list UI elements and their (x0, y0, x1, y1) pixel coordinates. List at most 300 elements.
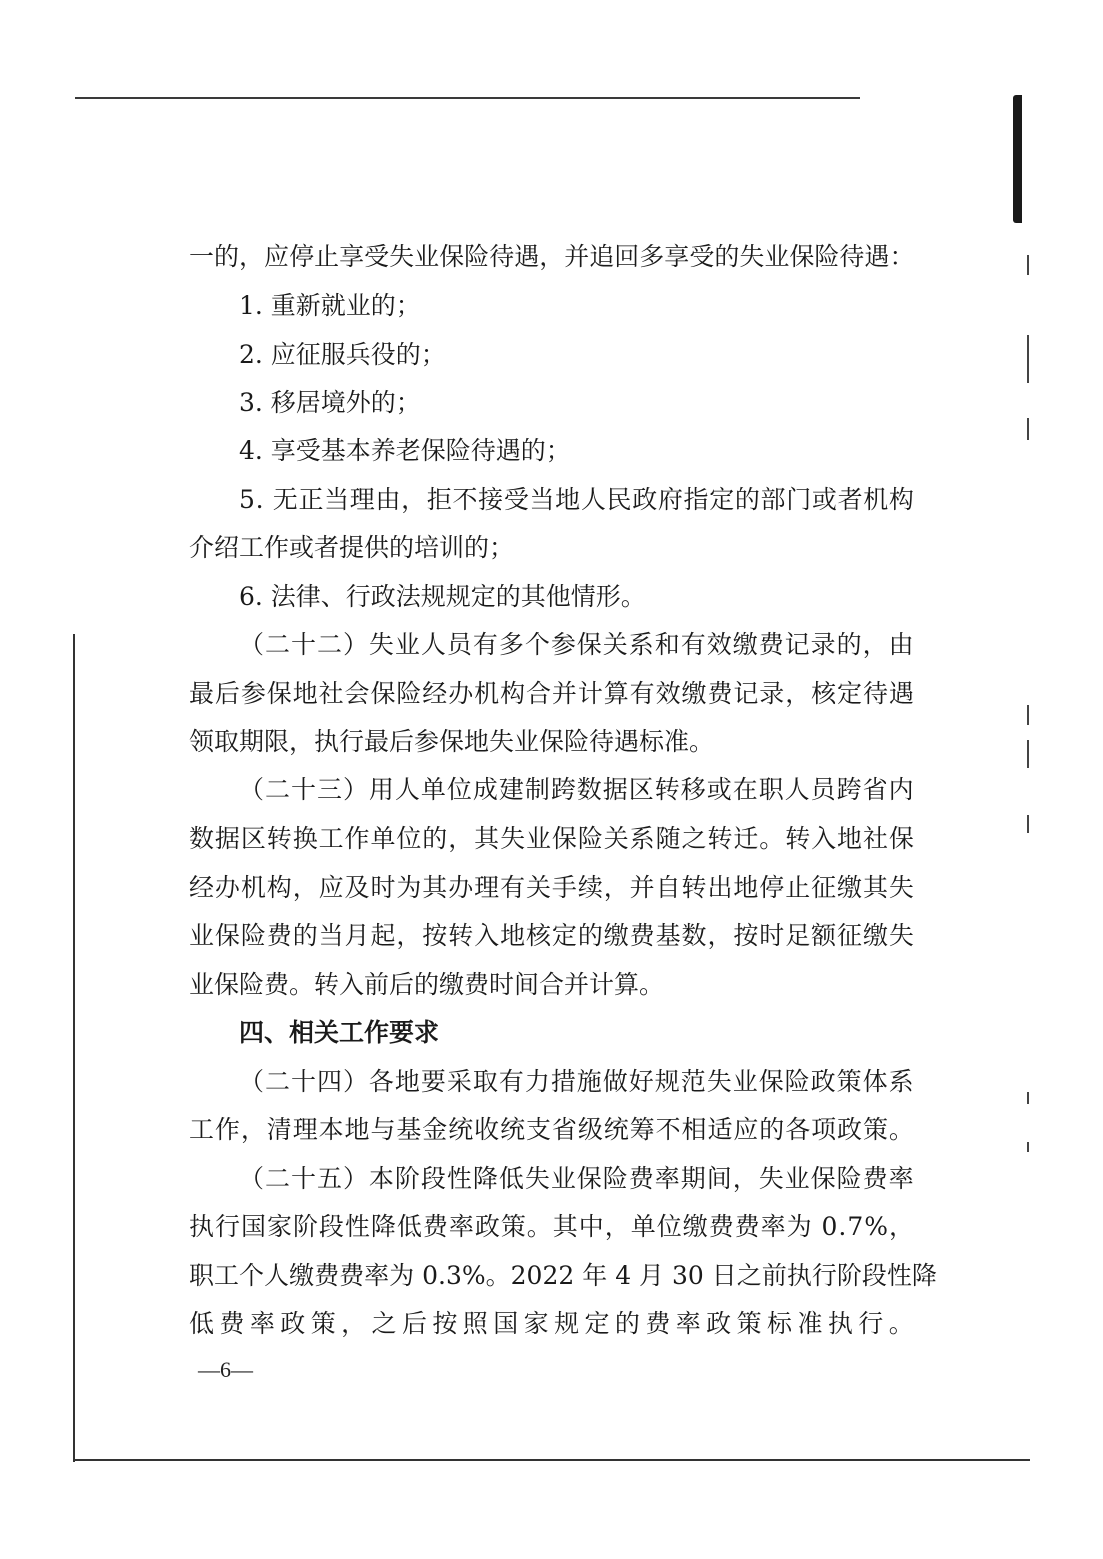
text-char: 算 (603, 679, 629, 708)
text-char: 范 (680, 1067, 706, 1096)
text-char: 二 (264, 775, 290, 804)
text-char: 转 (707, 824, 733, 853)
text-char: 3 (672, 1261, 688, 1290)
text-char: 有 (680, 630, 706, 659)
scan-edge-mark (1027, 705, 1029, 725)
text-char: . (438, 1261, 446, 1290)
text-char: 采 (446, 1067, 472, 1096)
text-char: 地 (837, 824, 863, 853)
text-char: 费 (758, 630, 784, 659)
text-char: 随 (655, 824, 681, 853)
text-char: 日 (711, 1261, 737, 1290)
text-char: 低 (189, 1309, 215, 1338)
text-char: 取 (472, 1067, 498, 1096)
text-char: 位 (446, 775, 472, 804)
text-char: 支 (525, 1115, 551, 1144)
text-char: 率 (448, 1212, 474, 1241)
text-char: 级 (577, 1115, 603, 1144)
text-char: 者 (837, 485, 863, 514)
text-char: 止 (785, 873, 811, 902)
text-char: 政 (632, 485, 658, 514)
text-char: 人 (580, 485, 606, 514)
text-char: 停 (289, 242, 315, 271)
text-char: 时 (759, 921, 785, 950)
text-char: 单 (420, 775, 446, 804)
text-char: 遇 (864, 242, 890, 271)
text-char: 好 (628, 1067, 654, 1096)
text-char: 执 (786, 1261, 812, 1290)
text-char: 失 (739, 242, 765, 271)
text-char: 地 (344, 1115, 370, 1144)
text-char: 项 (811, 1115, 837, 1144)
text-char: 保 (576, 630, 602, 659)
text-char: ） (342, 775, 368, 804)
scan-edge-mark (1027, 1142, 1029, 1152)
text-char: 缴 (732, 630, 758, 659)
text-char: 失 (389, 242, 415, 271)
text-line: 1. 重新就业的； (239, 291, 421, 320)
text-char: （ (239, 775, 265, 804)
text-char: 。 (759, 824, 785, 853)
text-char (264, 484, 272, 516)
text-char: 月 (344, 921, 370, 950)
scan-edge-mark (1027, 740, 1029, 768)
scan-edge-mark (1027, 1092, 1029, 1104)
text-char: 二 (264, 1164, 290, 1193)
text-char: 关 (603, 824, 629, 853)
text-char: 受 (503, 485, 529, 514)
text-char: ， (239, 242, 265, 271)
text-line (189, 920, 914, 952)
text-char: 应 (318, 873, 344, 902)
text-char: ， (603, 873, 629, 902)
text-char: ， (341, 1309, 367, 1338)
text-char: 要 (420, 1067, 446, 1096)
text-char: 本 (318, 1115, 344, 1144)
text-char: 二 (264, 630, 290, 659)
text-char: 其 (552, 1212, 578, 1241)
text-char: 制 (524, 775, 550, 804)
text-char: 7 (847, 1212, 864, 1241)
text-char: 理 (292, 1115, 318, 1144)
text-char: 数 (189, 824, 215, 853)
text-char: 迁 (733, 824, 759, 853)
text-char: 缴 (289, 1261, 315, 1290)
scan-edge-mark (1027, 255, 1029, 275)
text-char: 统 (448, 1115, 474, 1144)
text-char: 性 (886, 1261, 912, 1290)
text-char: 施 (576, 1067, 602, 1096)
text-char: 人 (264, 1261, 290, 1290)
text-char: 业 (394, 630, 420, 659)
text-char: 一 (189, 242, 215, 271)
text-char: 出 (707, 873, 733, 902)
text-char: 有 (500, 873, 526, 902)
text-char: 不 (452, 485, 478, 514)
text-char: 行 (811, 1261, 837, 1290)
text-char: 费 (219, 1309, 245, 1338)
text-char: 保 (758, 1067, 784, 1096)
text-line (239, 774, 914, 806)
text-char: % (864, 1212, 888, 1241)
text-char: 费 (266, 921, 292, 950)
text-char: 合 (525, 679, 551, 708)
text-char: 享 (339, 242, 365, 271)
text-char: 构 (888, 485, 914, 514)
text-line: 6. 法律、行政法规规定的其他情形。 (239, 582, 646, 611)
text-char: 为 (396, 873, 422, 902)
text-char: 统 (500, 1115, 526, 1144)
text-line (189, 1260, 937, 1292)
text-char: 或 (706, 775, 732, 804)
text-char: 转 (448, 921, 474, 950)
text-line (239, 629, 914, 661)
text-char: 险 (464, 242, 490, 271)
text-char: 照 (462, 1309, 488, 1338)
text-char: ， (292, 873, 318, 902)
text-char: 四 (316, 1067, 342, 1096)
text-char: 行 (214, 1212, 240, 1241)
text-char: 省 (551, 1115, 577, 1144)
text-char: 和 (654, 630, 680, 659)
text-line (239, 484, 914, 516)
text-char: 险 (577, 824, 603, 853)
text-char: 参 (240, 679, 266, 708)
text-char: 关 (525, 873, 551, 902)
text-char: 缴 (837, 873, 863, 902)
text-char: 最 (189, 679, 215, 708)
text-char: 按 (733, 921, 759, 950)
text-char: 录 (810, 630, 836, 659)
text-char: 费 (862, 1164, 888, 1193)
text-char: 险 (784, 1067, 810, 1096)
text-char (813, 1211, 821, 1243)
text-char: 机 (474, 679, 500, 708)
text-char: 办 (214, 873, 240, 902)
text-char: 各 (785, 1115, 811, 1144)
text-char: 定 (709, 485, 735, 514)
text-char: 按 (432, 1309, 458, 1338)
text-char: 不 (655, 1115, 681, 1144)
text-char: 员 (446, 630, 472, 659)
text-char: 2 (542, 1261, 559, 1290)
section-heading: 四、相关工作要求 (239, 1018, 440, 1047)
text-char: 遇 (514, 242, 540, 271)
text-char: ） (342, 1067, 368, 1096)
text-char: 人 (420, 630, 446, 659)
text-char: 及 (344, 873, 370, 902)
text-char: 十 (290, 775, 316, 804)
text-char: 0 (526, 1261, 543, 1290)
text-char: 追 (589, 242, 615, 271)
text-char: ， (785, 679, 811, 708)
text-char: 门 (786, 485, 812, 514)
text-char: 业 (784, 1164, 810, 1193)
text-char: 应 (733, 1115, 759, 1144)
text-char: 个 (239, 1261, 265, 1290)
text-char: 缴 (862, 921, 888, 950)
text-char: 金 (422, 1115, 448, 1144)
text-char: ， (539, 242, 565, 271)
text-char: 保 (266, 679, 292, 708)
text-char: 按 (422, 921, 448, 950)
text-char: 后 (401, 1309, 427, 1338)
text-char: 核 (811, 679, 837, 708)
text-char: 费 (708, 1212, 734, 1241)
text-char: 政 (837, 1115, 863, 1144)
text-char: 缴 (603, 921, 629, 950)
text-char: 单 (630, 1212, 656, 1241)
text-char: 职 (758, 775, 784, 804)
text-char: 费 (645, 1309, 671, 1338)
text-char: 险 (814, 242, 840, 271)
text-char: 低 (396, 1212, 422, 1241)
text-char: 多 (498, 630, 524, 659)
text-char: 数 (681, 921, 707, 950)
text-char: 社 (318, 679, 344, 708)
text-char: 职 (189, 1261, 215, 1290)
text-char: 0 (422, 1261, 438, 1290)
text-char: 月 (639, 1261, 665, 1290)
text-char: 段 (318, 1212, 344, 1241)
text-char: 适 (707, 1115, 733, 1144)
text-char: 计 (577, 679, 603, 708)
bottom-rule (73, 1459, 1030, 1461)
text-char: 策 (500, 1212, 526, 1241)
text-char: 政 (474, 1212, 500, 1241)
text-char: 或 (811, 485, 837, 514)
text-char: 内 (888, 775, 914, 804)
text-char: 停 (759, 873, 785, 902)
text-char: ， (862, 630, 888, 659)
text-char: 后 (214, 679, 240, 708)
text-char: 险 (836, 1164, 862, 1193)
text-char: 用 (368, 775, 394, 804)
text-char: 保 (551, 824, 577, 853)
text-char: 的 (759, 1115, 785, 1144)
text-char: . (838, 1212, 847, 1241)
text-char: 失 (524, 1164, 550, 1193)
text-char: 保 (576, 1164, 602, 1193)
text-char: 地 (733, 873, 759, 902)
text-char: 额 (811, 921, 837, 950)
text-char: 工 (214, 1261, 240, 1290)
text-line: 2. 应征服兵役的； (239, 340, 446, 369)
text-char (631, 1260, 639, 1292)
text-char: 率 (654, 1164, 680, 1193)
text-char: 0 (821, 1212, 838, 1241)
text-char: 部 (760, 485, 786, 514)
text-char: 之 (736, 1261, 762, 1290)
text-char: 保 (370, 679, 396, 708)
text-char: 率 (364, 1261, 390, 1290)
text-char: 五 (316, 1164, 342, 1193)
text-char: 足 (785, 921, 811, 950)
text-char: 起 (370, 921, 396, 950)
text-char: 构 (266, 873, 292, 902)
text-char: 失 (888, 873, 914, 902)
text-char: 定 (551, 921, 577, 950)
text-char: 手 (551, 873, 577, 902)
text-char: 策 (862, 1115, 888, 1144)
text-char: 跨 (836, 775, 862, 804)
text-char: 应 (264, 242, 290, 271)
text-char: 转 (681, 873, 707, 902)
text-char: 系 (888, 1067, 914, 1096)
text-char: 收 (474, 1115, 500, 1144)
text-char: 机 (240, 873, 266, 902)
text-char: 十 (290, 630, 316, 659)
text-char: 阶 (292, 1212, 318, 1241)
text-char: 性 (446, 1164, 472, 1193)
text-char: 地 (292, 679, 318, 708)
text-char: 关 (602, 630, 628, 659)
text-char: 机 (863, 485, 889, 514)
text-char: 效 (706, 630, 732, 659)
text-char: ， (240, 1115, 266, 1144)
text-char: 。 (888, 1309, 914, 1338)
text-char: 区 (240, 824, 266, 853)
text-char: 阶 (394, 1164, 420, 1193)
text-char: 人 (784, 775, 810, 804)
text-char: 阶 (836, 1261, 862, 1290)
text-char: 3 (445, 1261, 462, 1290)
text-char: 保 (888, 824, 914, 853)
text-char: 成 (472, 775, 498, 804)
text-char: 办 (448, 679, 474, 708)
text-char: 失 (888, 921, 914, 950)
text-char: 数 (576, 775, 602, 804)
text-char: 参 (550, 630, 576, 659)
text-line: 4. 享受基本养老保险待遇的； (239, 436, 571, 465)
text-char: 的 (577, 921, 603, 950)
text-char: 策 (736, 1309, 762, 1338)
text-char: 间 (706, 1164, 732, 1193)
text-char: 失 (500, 824, 526, 853)
text-char: 率 (760, 1212, 786, 1241)
text-char: 转 (266, 824, 292, 853)
text-char: 待 (862, 679, 888, 708)
text-char: 理 (349, 485, 375, 514)
text-char: 险 (240, 921, 266, 950)
text-char: 并 (629, 873, 655, 902)
text-char: 社 (862, 824, 888, 853)
text-char: 各 (368, 1067, 394, 1096)
text-char: 区 (628, 775, 654, 804)
text-char: 记 (733, 679, 759, 708)
text-char: 接 (478, 485, 504, 514)
text-char: 的 (714, 242, 740, 271)
text-char: 作 (214, 1115, 240, 1144)
text-char: 失 (706, 1067, 732, 1096)
text-char: 地 (555, 485, 581, 514)
text-char: 国 (493, 1309, 519, 1338)
text-char: 段 (420, 1164, 446, 1193)
text-char: 保 (214, 921, 240, 950)
text-char: 自 (655, 873, 681, 902)
text-char (704, 1260, 712, 1292)
text-char: （ (239, 630, 265, 659)
text-char: 由 (888, 630, 914, 659)
text-char: 业 (550, 1164, 576, 1193)
text-char: 续 (577, 873, 603, 902)
text-char: 期 (680, 1164, 706, 1193)
text-char: 经 (189, 873, 215, 902)
text-char: 规 (554, 1309, 580, 1338)
text-char: 入 (474, 921, 500, 950)
text-char: 。 (485, 1261, 511, 1290)
text-line (189, 823, 914, 855)
scan-edge-mark (1013, 95, 1022, 223)
text-char: 民 (606, 485, 632, 514)
text-char: 移 (680, 775, 706, 804)
text-char: 二 (264, 1067, 290, 1096)
text-char: 十 (290, 1164, 316, 1193)
text-char: 业 (189, 921, 215, 950)
text-char: 地 (500, 921, 526, 950)
text-char: 保 (810, 1164, 836, 1193)
text-char: （ (239, 1164, 265, 1193)
text-char: 受 (689, 242, 715, 271)
text-char: . (255, 485, 264, 514)
text-char: 行 (858, 1309, 884, 1338)
text-char: 转 (785, 824, 811, 853)
text-char: 遇 (888, 679, 914, 708)
text-char: 征 (837, 921, 863, 950)
text-char: 止 (314, 242, 340, 271)
text-char: 办 (448, 873, 474, 902)
text-char: 为 (389, 1261, 415, 1290)
text-char: 定 (584, 1309, 610, 1338)
text-char: 失 (758, 1164, 784, 1193)
text-char (664, 1260, 672, 1292)
text-char: ， (732, 1164, 758, 1193)
text-char: 由 (375, 485, 401, 514)
text-char: 家 (266, 1212, 292, 1241)
text-line (189, 872, 914, 904)
text-char: 据 (214, 824, 240, 853)
text-char: 有 (629, 679, 655, 708)
text-char: 地 (394, 1067, 420, 1096)
text-char: 其 (422, 873, 448, 902)
text-char: 段 (861, 1261, 887, 1290)
text-char: 并 (564, 242, 590, 271)
text-line (239, 1066, 914, 1098)
text-char: 标 (767, 1309, 793, 1338)
text-char: 政 (280, 1309, 306, 1338)
text-char: 率 (249, 1309, 275, 1338)
text-char: 核 (525, 921, 551, 950)
text-char: 系 (629, 824, 655, 853)
text-char: ） (342, 1164, 368, 1193)
text-char: 2 (510, 1261, 527, 1290)
text-char: 受 (364, 242, 390, 271)
text-char: 当 (318, 921, 344, 950)
header-rule (75, 97, 860, 99)
text-char: 措 (550, 1067, 576, 1096)
text-char: 个 (524, 630, 550, 659)
text-char: 指 (683, 485, 709, 514)
text-char: 人 (394, 775, 420, 804)
scan-edge-mark (1027, 418, 1029, 440)
page-number: —6— (198, 1357, 253, 1382)
text-char: 国 (240, 1212, 266, 1241)
text-char: 构 (500, 679, 526, 708)
text-line: 业保险费。转入前后的缴费时间合并计算。 (189, 970, 665, 999)
text-line (189, 1308, 914, 1340)
text-char: 理 (474, 873, 500, 902)
text-char: ， (396, 921, 422, 950)
